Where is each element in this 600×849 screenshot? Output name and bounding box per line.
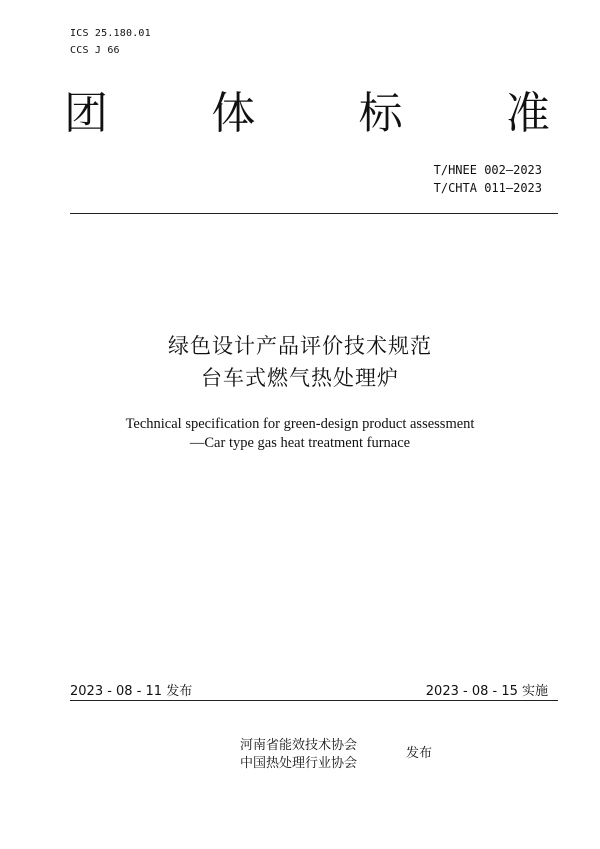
title-char: 准 (505, 88, 550, 139)
english-title-line-1: Technical specification for green-design product assessment (125, 416, 475, 432)
publish-label: 发布 (406, 746, 433, 761)
bottom-divider (70, 700, 558, 701)
title-char: 体 (211, 88, 256, 139)
english-title-line-2: —Car type gas heat treatment furnace (189, 435, 411, 451)
ics-code: ICS 25.180.01 (70, 28, 151, 39)
document-type-title (64, 88, 550, 140)
top-divider (70, 213, 558, 214)
ccs-code: CCS J 66 (70, 45, 120, 56)
chinese-title-line-2: 台车式燃气热处理炉 (201, 366, 399, 390)
issuing-organization: 河南省能效技术协会 (240, 738, 358, 753)
standard-code: T/CHTA 011—2023 (433, 181, 542, 195)
issuing-organization: 中国热处理行业协会 (240, 756, 358, 771)
issue-date: 2023 - 08 - 11 发布 (70, 684, 193, 699)
title-char: 标 (358, 88, 403, 139)
implementation-date: 2023 - 08 - 15 实施 (425, 684, 548, 699)
standard-code: T/HNEE 002—2023 (433, 163, 542, 177)
chinese-title-line-1: 绿色设计产品评价技术规范 (168, 334, 432, 358)
title-char: 团 (64, 88, 108, 139)
